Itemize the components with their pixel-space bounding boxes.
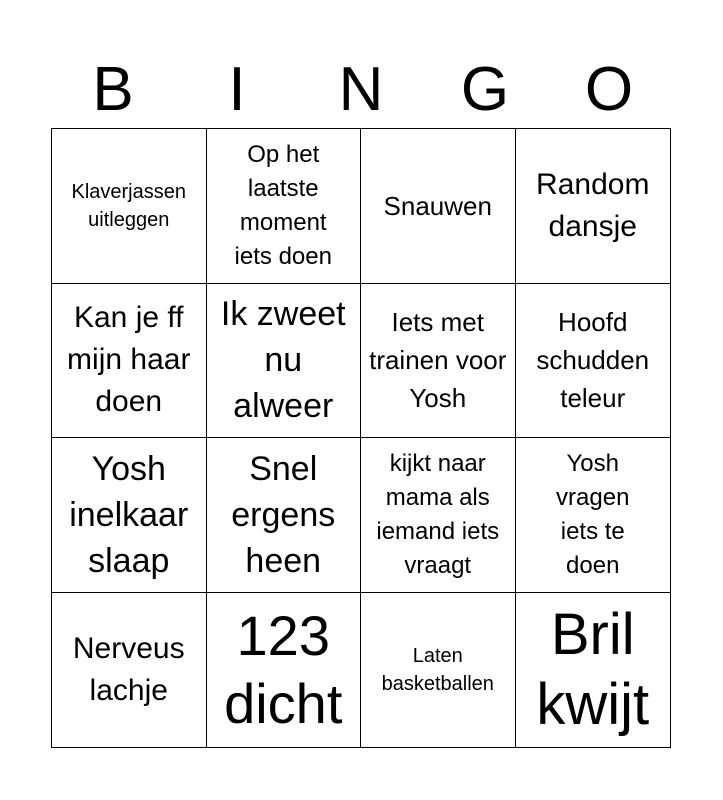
title-letter-g: G (460, 55, 510, 124)
title-letter-b: B (92, 55, 134, 124)
bingo-cell-3[interactable] (361, 129, 516, 284)
cell-label: Ik zweet nu alweer (220, 295, 346, 426)
title-letter-o: O (584, 55, 634, 124)
bingo-cell-5[interactable] (52, 284, 207, 439)
cell-label: Kan je ff mijn haar doen (67, 301, 191, 419)
title-letter-n: N (338, 55, 384, 124)
cell-label: Random dansje (536, 167, 650, 243)
bingo-cell-4[interactable] (516, 129, 671, 284)
cell-label: Snel ergens heen (231, 449, 336, 580)
cell-label: Iets met trainen voor Yosh (369, 307, 507, 414)
bingo-cell-8[interactable] (516, 284, 671, 439)
bingo-title (51, 52, 671, 128)
cell-label: Yosh inelkaar slaap (69, 449, 189, 580)
cell-label: Bril kwijt (536, 601, 650, 737)
bingo-cell-7[interactable] (361, 284, 516, 439)
title-letter-i: I (228, 55, 246, 124)
bingo-cell-12[interactable] (516, 438, 671, 593)
bingo-cell-16[interactable] (516, 593, 671, 748)
bingo-cell-13[interactable] (52, 593, 207, 748)
bingo-cell-1[interactable] (52, 129, 207, 284)
cell-label: Op het laatste moment iets doen (234, 140, 332, 270)
bingo-board (51, 128, 671, 748)
cell-label: Laten basketballen (381, 644, 494, 695)
cell-label: Hoofd schudden teleur (536, 307, 650, 414)
cell-label: Snauwen (383, 190, 492, 221)
cell-label: 123 dicht (224, 603, 343, 735)
cell-label: kijkt naar mama als iemand iets vraagt (376, 449, 500, 579)
cell-label: Nerveus lachje (72, 631, 185, 707)
bingo-cell-11[interactable] (361, 438, 516, 593)
bingo-cell-6[interactable] (207, 284, 362, 439)
cell-label: Yosh vragen iets te doen (556, 449, 630, 579)
bingo-cell-10[interactable] (207, 438, 362, 593)
bingo-cell-2[interactable] (207, 129, 362, 284)
bingo-cell-9[interactable] (52, 438, 207, 593)
bingo-cell-15[interactable] (361, 593, 516, 748)
bingo-cell-14[interactable] (207, 593, 362, 748)
cell-label: Klaverjassen uitleggen (71, 180, 186, 231)
